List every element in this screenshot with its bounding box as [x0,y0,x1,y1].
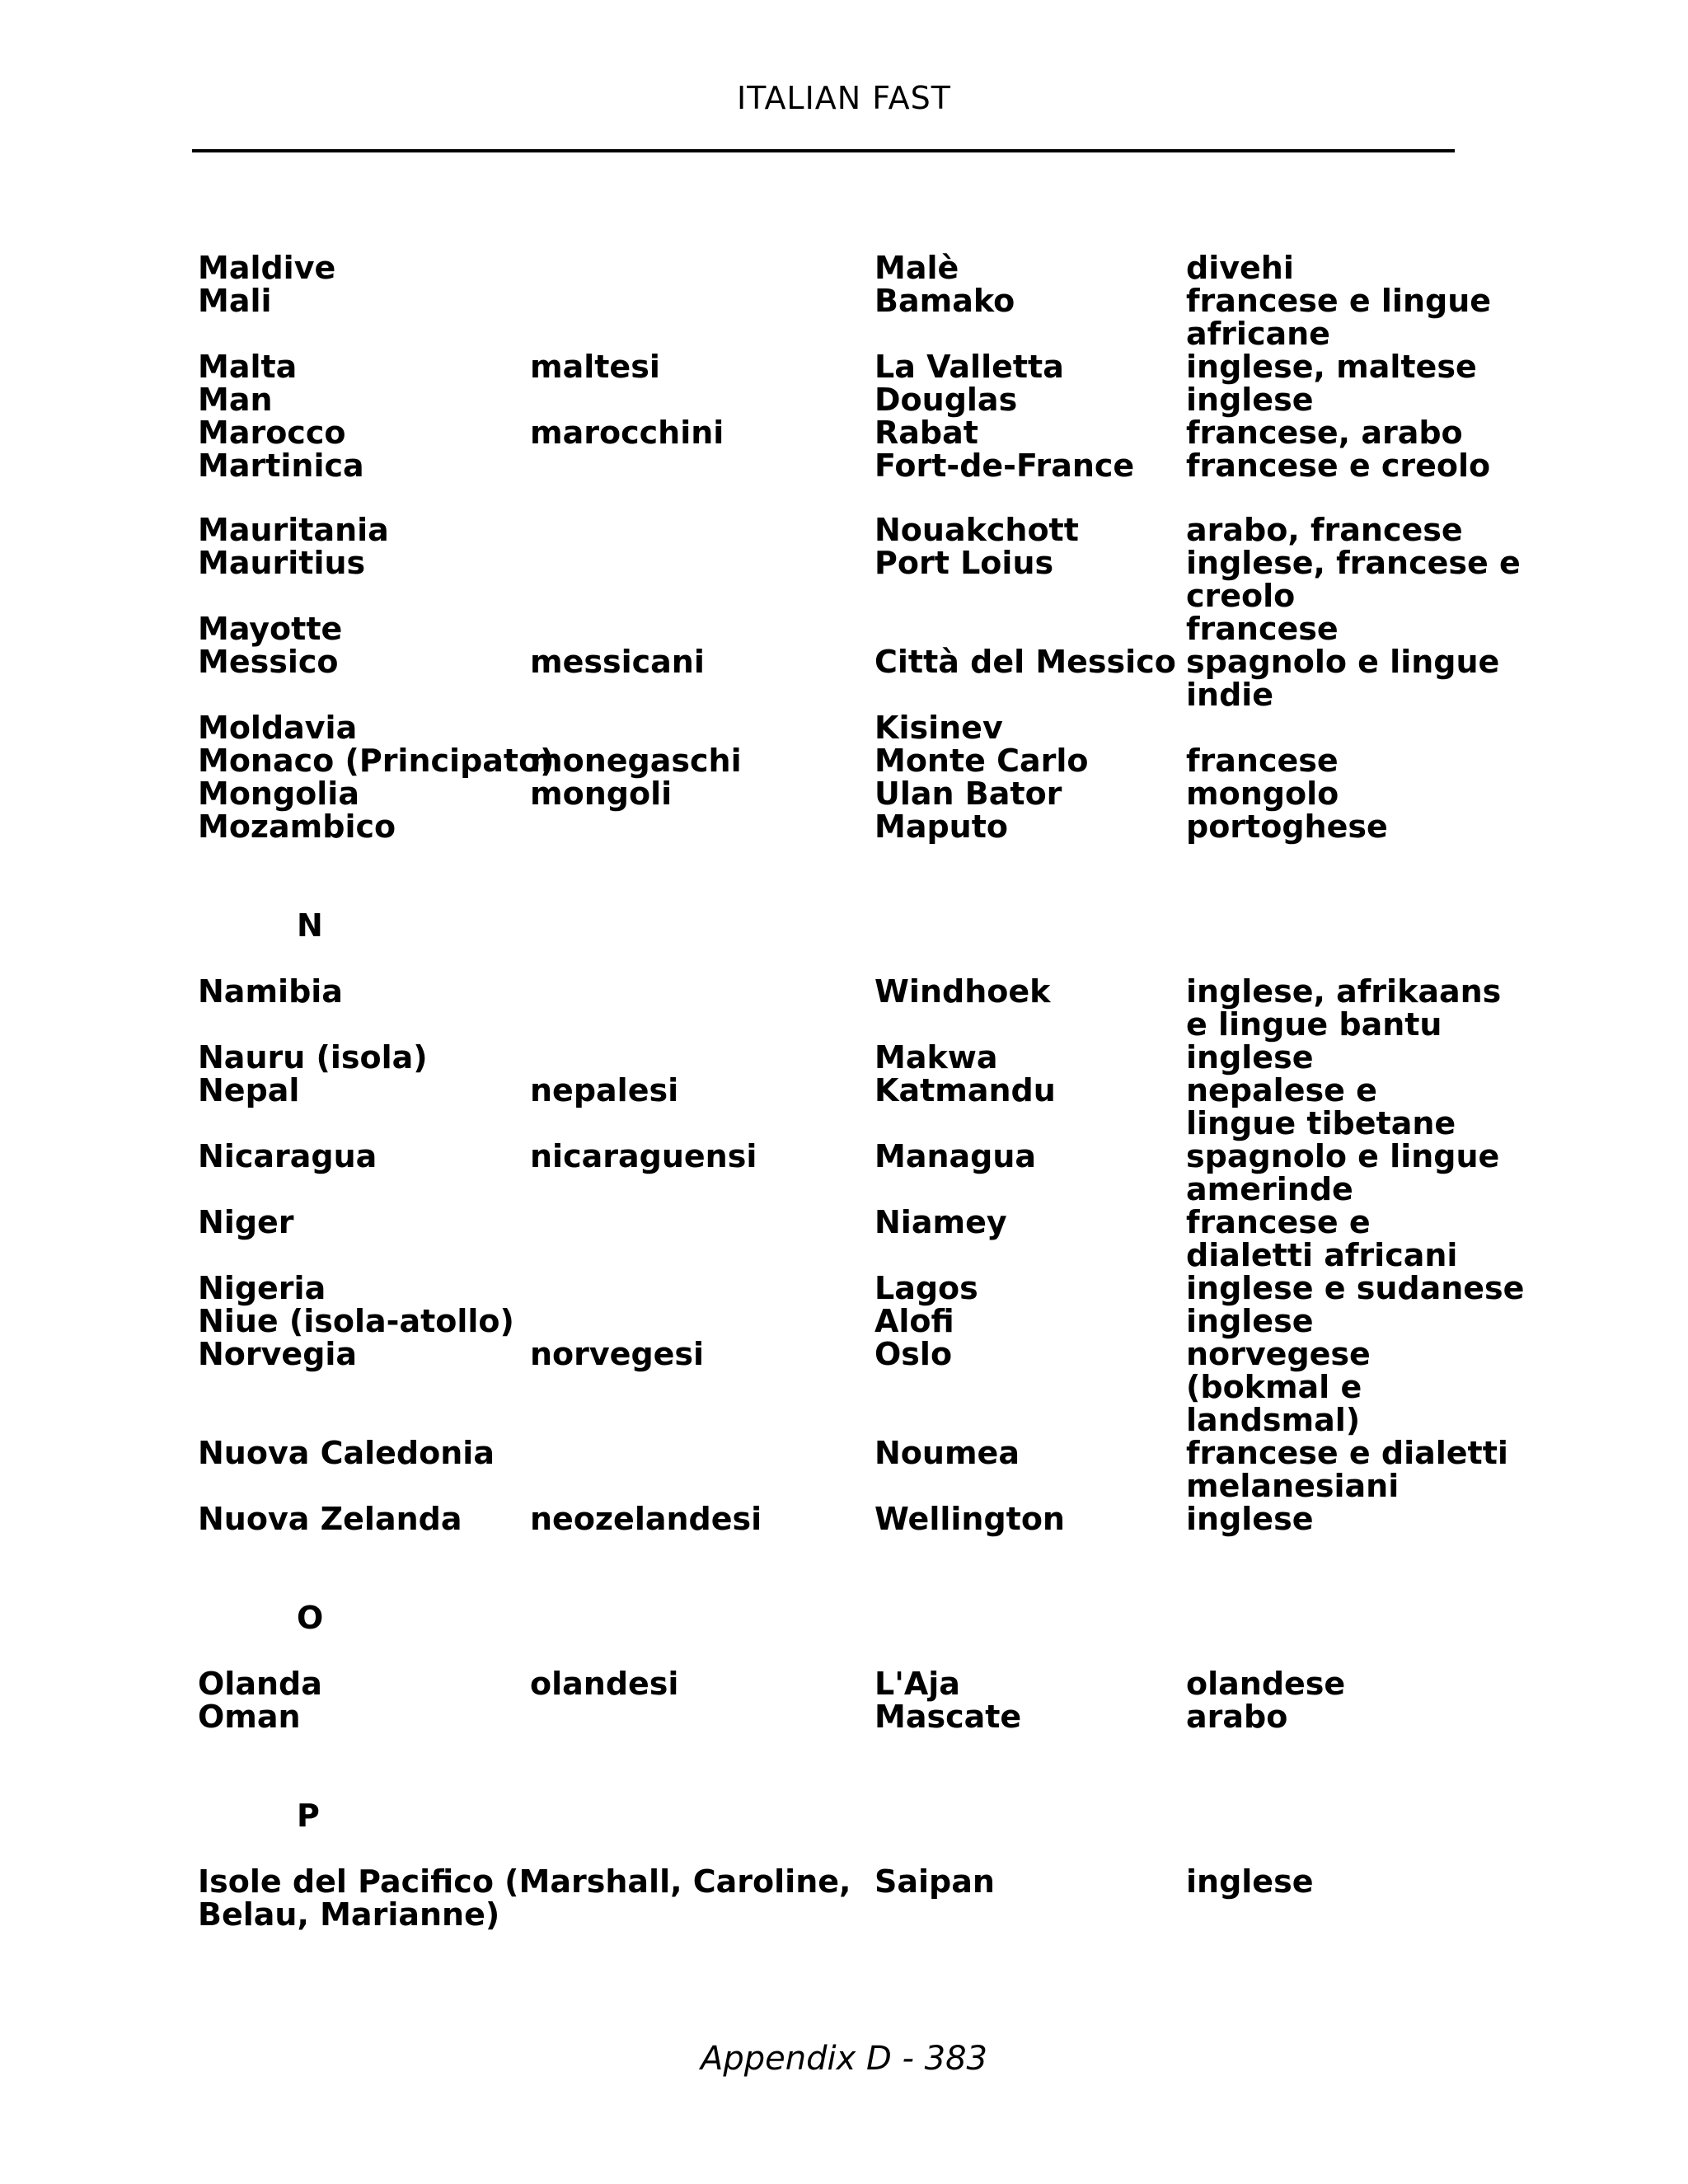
language-cell: inglese [1186,1501,1314,1537]
table-row [198,1435,1508,1471]
table-row [198,1865,1500,1931]
language-cell: lingue tibetane [1186,1105,1456,1141]
inhabitants-cell [530,1107,874,1140]
country-cell: Nuova Caledonia [198,1435,495,1471]
table-row [198,1107,1500,1140]
section-spacer [198,1535,1500,1601]
table-row [198,251,1500,284]
language-cell: francese e lingue [1186,283,1492,319]
inhabitants-cell [530,1272,874,1305]
page-footer: Appendix D - 383 [700,2040,987,2078]
country-cell: Marocco [198,415,346,451]
country-cell [198,1107,530,1140]
inhabitants-cell [530,810,874,843]
inhabitants-cell: neozelandesi [530,1501,762,1537]
section-spacer [198,1832,1500,1865]
table-row [198,513,1500,546]
capital-cell: Katmandu [874,1072,1056,1108]
language-cell: dialetti africani [1186,1237,1458,1273]
table-row [198,1338,1500,1371]
language-cell: spagnolo e lingue [1186,644,1500,680]
country-cell: Mayotte [198,611,343,647]
country-cell: Nauru (isola) [198,1039,428,1076]
section-letter: O [297,1600,324,1636]
language-cell: e lingue bantu [1186,1006,1442,1043]
capital-cell: Fort-de-France [874,448,1135,484]
table-row [198,579,1500,612]
table-row [198,1074,1500,1107]
capital-cell: Lagos [874,1270,978,1306]
section-spacer [198,843,1500,909]
page-header: ITALIAN FAST [736,80,952,116]
table-row [198,1041,1500,1074]
section-letter: N [297,907,323,944]
table-row [198,317,1500,350]
country-cell: Nicaragua [198,1138,377,1174]
country-cell: Nigeria [198,1270,326,1306]
inhabitants-cell: monegaschi [530,743,742,779]
country-cell: Niue (isola-atollo) [198,1303,514,1339]
inhabitants-cell [530,579,874,612]
table-row [198,350,1500,383]
capital-cell: Managua [874,1138,1037,1174]
country-cell: Mongolia [198,776,359,812]
capital-cell: Niamey [874,1204,1007,1240]
country-cell [198,1371,530,1404]
inhabitants-cell: norvegesi [530,1336,705,1372]
inhabitants-cell [530,975,874,1008]
table-row [198,1270,1525,1306]
section-letter: P [297,1797,320,1834]
table-row [198,1173,1500,1206]
table-row [198,975,1500,1008]
table-row [198,1305,1500,1338]
language-cell: melanesiani [1186,1468,1400,1504]
capital-cell: La Valletta [874,349,1064,385]
capital-cell: Malè [874,250,959,286]
country-cell: Mauritania [198,512,389,548]
capital-cell: Oslo [874,1336,953,1372]
language-cell: norvegese [1186,1336,1371,1372]
capital-cell: Ulan Bator [874,776,1062,812]
language-cell: creolo [1186,578,1296,614]
country-cell: Mauritius [198,545,366,581]
table-row [198,744,1500,777]
capital-cell [874,317,1186,350]
country-cell: Nuova Zelanda [198,1501,462,1537]
language-cell: inglese, afrikaans [1186,973,1502,1010]
inhabitants-cell [530,1008,874,1041]
capital-cell: Wellington [874,1501,1065,1537]
table-row [198,1469,1500,1502]
inhabitants-cell: maltesi [530,349,660,385]
capital-cell [874,1008,1186,1041]
table-row [198,1140,1500,1173]
capital-cell: L'Aja [874,1666,960,1702]
inhabitants-cell [530,1206,874,1239]
language-cell: inglese [1186,382,1314,418]
table-row [198,777,1500,810]
country-cell: Messico [198,644,339,680]
capital-cell: Città del Messico [874,644,1176,680]
inhabitants-cell [530,1371,874,1404]
capital-cell: Noumea [874,1435,1020,1471]
table-row [198,383,1500,416]
country-cell: Monaco (Principato) [198,743,555,779]
language-cell: portoghese [1186,808,1388,845]
table-row [198,1239,1500,1272]
table-row [198,612,1500,645]
capital-cell: Alofi [874,1303,954,1339]
table-row [198,1502,1500,1535]
language-cell: inglese [1186,1863,1314,1900]
capital-cell [874,678,1186,711]
country-cell [198,1469,530,1502]
language-cell: inglese [1186,1303,1314,1339]
inhabitants-cell [530,612,874,645]
language-cell: nepalese e [1186,1072,1377,1108]
language-cell: inglese, francese e [1186,545,1521,581]
language-cell: inglese [1186,1039,1314,1076]
country-cell: Olanda [198,1666,322,1702]
capital-cell: Port Loius [874,545,1054,581]
language-cell: francese e dialetti [1186,1435,1508,1471]
table-row [198,1404,1500,1436]
inhabitants-cell [530,711,874,744]
country-cell [198,1404,530,1436]
inhabitants-cell [530,1041,874,1074]
capital-cell [874,1107,1186,1140]
capital-cell: Mascate [874,1699,1022,1735]
inhabitants-cell: nepalesi [530,1072,679,1108]
inhabitants-cell [530,1436,874,1469]
table-row [198,645,1500,678]
language-cell: arabo, francese [1186,512,1463,548]
country-cell [198,317,530,350]
capital-cell [874,1239,1186,1272]
language-cell: (bokmal e [1186,1369,1362,1405]
inhabitants-cell [530,284,874,317]
inhabitants-cell [530,251,874,284]
country-cell [198,1239,530,1272]
language-cell: indie [1186,677,1274,713]
table-row [198,1371,1500,1404]
inhabitants-cell [530,678,874,711]
header-rule [192,149,1455,152]
inhabitants-cell [530,1404,874,1436]
inhabitants-cell: olandesi [530,1666,679,1702]
inhabitants-cell: mongoli [530,776,673,812]
capital-cell: Kisinev [874,710,1003,746]
country-cell [198,1008,530,1041]
section-spacer [198,1634,1500,1667]
country-cell: Norvegia [198,1336,358,1372]
country-cell: Maldive [198,250,336,286]
country-cell [198,579,530,612]
language-cell: francese [1186,611,1339,647]
table-row [198,810,1500,843]
capital-cell: Douglas [874,382,1018,418]
capital-cell [874,1404,1186,1436]
country-cell [198,1173,530,1206]
language-cell: francese e creolo [1186,448,1491,484]
inhabitants-cell [530,1469,874,1502]
table-row [198,1667,1500,1700]
capital-cell: Bamako [874,283,1015,319]
language-cell: divehi [1186,250,1294,286]
capital-cell: Monte Carlo [874,743,1089,779]
group-spacer [198,482,1500,513]
country-cell: Niger [198,1204,294,1240]
capital-cell: Maputo [874,808,1008,845]
capital-cell: Windhoek [874,973,1051,1010]
country-cell: Isole del Pacifico (Marshall, Caroline, Belau, Marianne) [198,1863,851,1933]
table-row [198,449,1500,482]
capital-cell [874,579,1186,612]
table-row [198,1008,1500,1041]
inhabitants-cell [530,383,874,416]
language-cell: inglese, maltese [1186,349,1477,385]
inhabitants-cell [530,317,874,350]
capital-cell [874,1173,1186,1206]
country-cell [198,678,530,711]
capital-cell: Saipan [874,1863,995,1900]
language-cell [1186,711,1499,744]
inhabitants-cell: messicani [530,644,705,680]
language-cell: francese e [1186,1204,1371,1240]
inhabitants-cell [530,449,874,482]
capital-cell [874,612,1186,645]
country-cell: Mali [198,283,272,319]
inhabitants-cell [530,546,874,579]
table-row [198,711,1500,744]
language-cell: francese, arabo [1186,415,1463,451]
section-spacer [198,942,1500,975]
language-cell: arabo [1186,1699,1288,1735]
capital-cell: Makwa [874,1039,998,1076]
inhabitants-cell [530,1700,874,1733]
language-cell: spagnolo e lingue [1186,1138,1500,1174]
inhabitants-cell: nicaraguensi [530,1138,757,1174]
capital-cell [874,1469,1186,1502]
capital-cell: Nouakchott [874,512,1079,548]
language-cell: inglese e sudanese [1186,1270,1525,1306]
capital-cell [874,1371,1186,1404]
country-cell: Malta [198,349,298,385]
table-row [198,678,1500,711]
table-row [198,1700,1500,1733]
language-cell: francese [1186,743,1339,779]
language-cell: landsmal) [1186,1402,1361,1438]
table-row [198,284,1500,317]
country-cell: Namibia [198,973,343,1010]
language-cell: amerinde [1186,1171,1353,1207]
section-spacer [198,1733,1500,1799]
inhabitants-cell [530,513,874,546]
inhabitants-cell [530,1305,874,1338]
country-cell: Oman [198,1699,301,1735]
country-table [198,250,1525,1933]
inhabitants-cell [530,1239,874,1272]
country-cell: Nepal [198,1072,300,1108]
capital-cell: Rabat [874,415,978,451]
inhabitants-cell [530,1173,874,1206]
country-cell: Man [198,382,273,418]
country-cell: Mozambico [198,808,396,845]
inhabitants-cell: marocchini [530,415,724,451]
language-cell: olandese [1186,1666,1346,1702]
language-cell: africane [1186,316,1330,352]
country-cell: Martinica [198,448,364,484]
table-row [198,416,1500,449]
country-cell: Moldavia [198,710,358,746]
table-row [198,1206,1500,1239]
table-row [198,545,1521,581]
language-cell: mongolo [1186,776,1339,812]
